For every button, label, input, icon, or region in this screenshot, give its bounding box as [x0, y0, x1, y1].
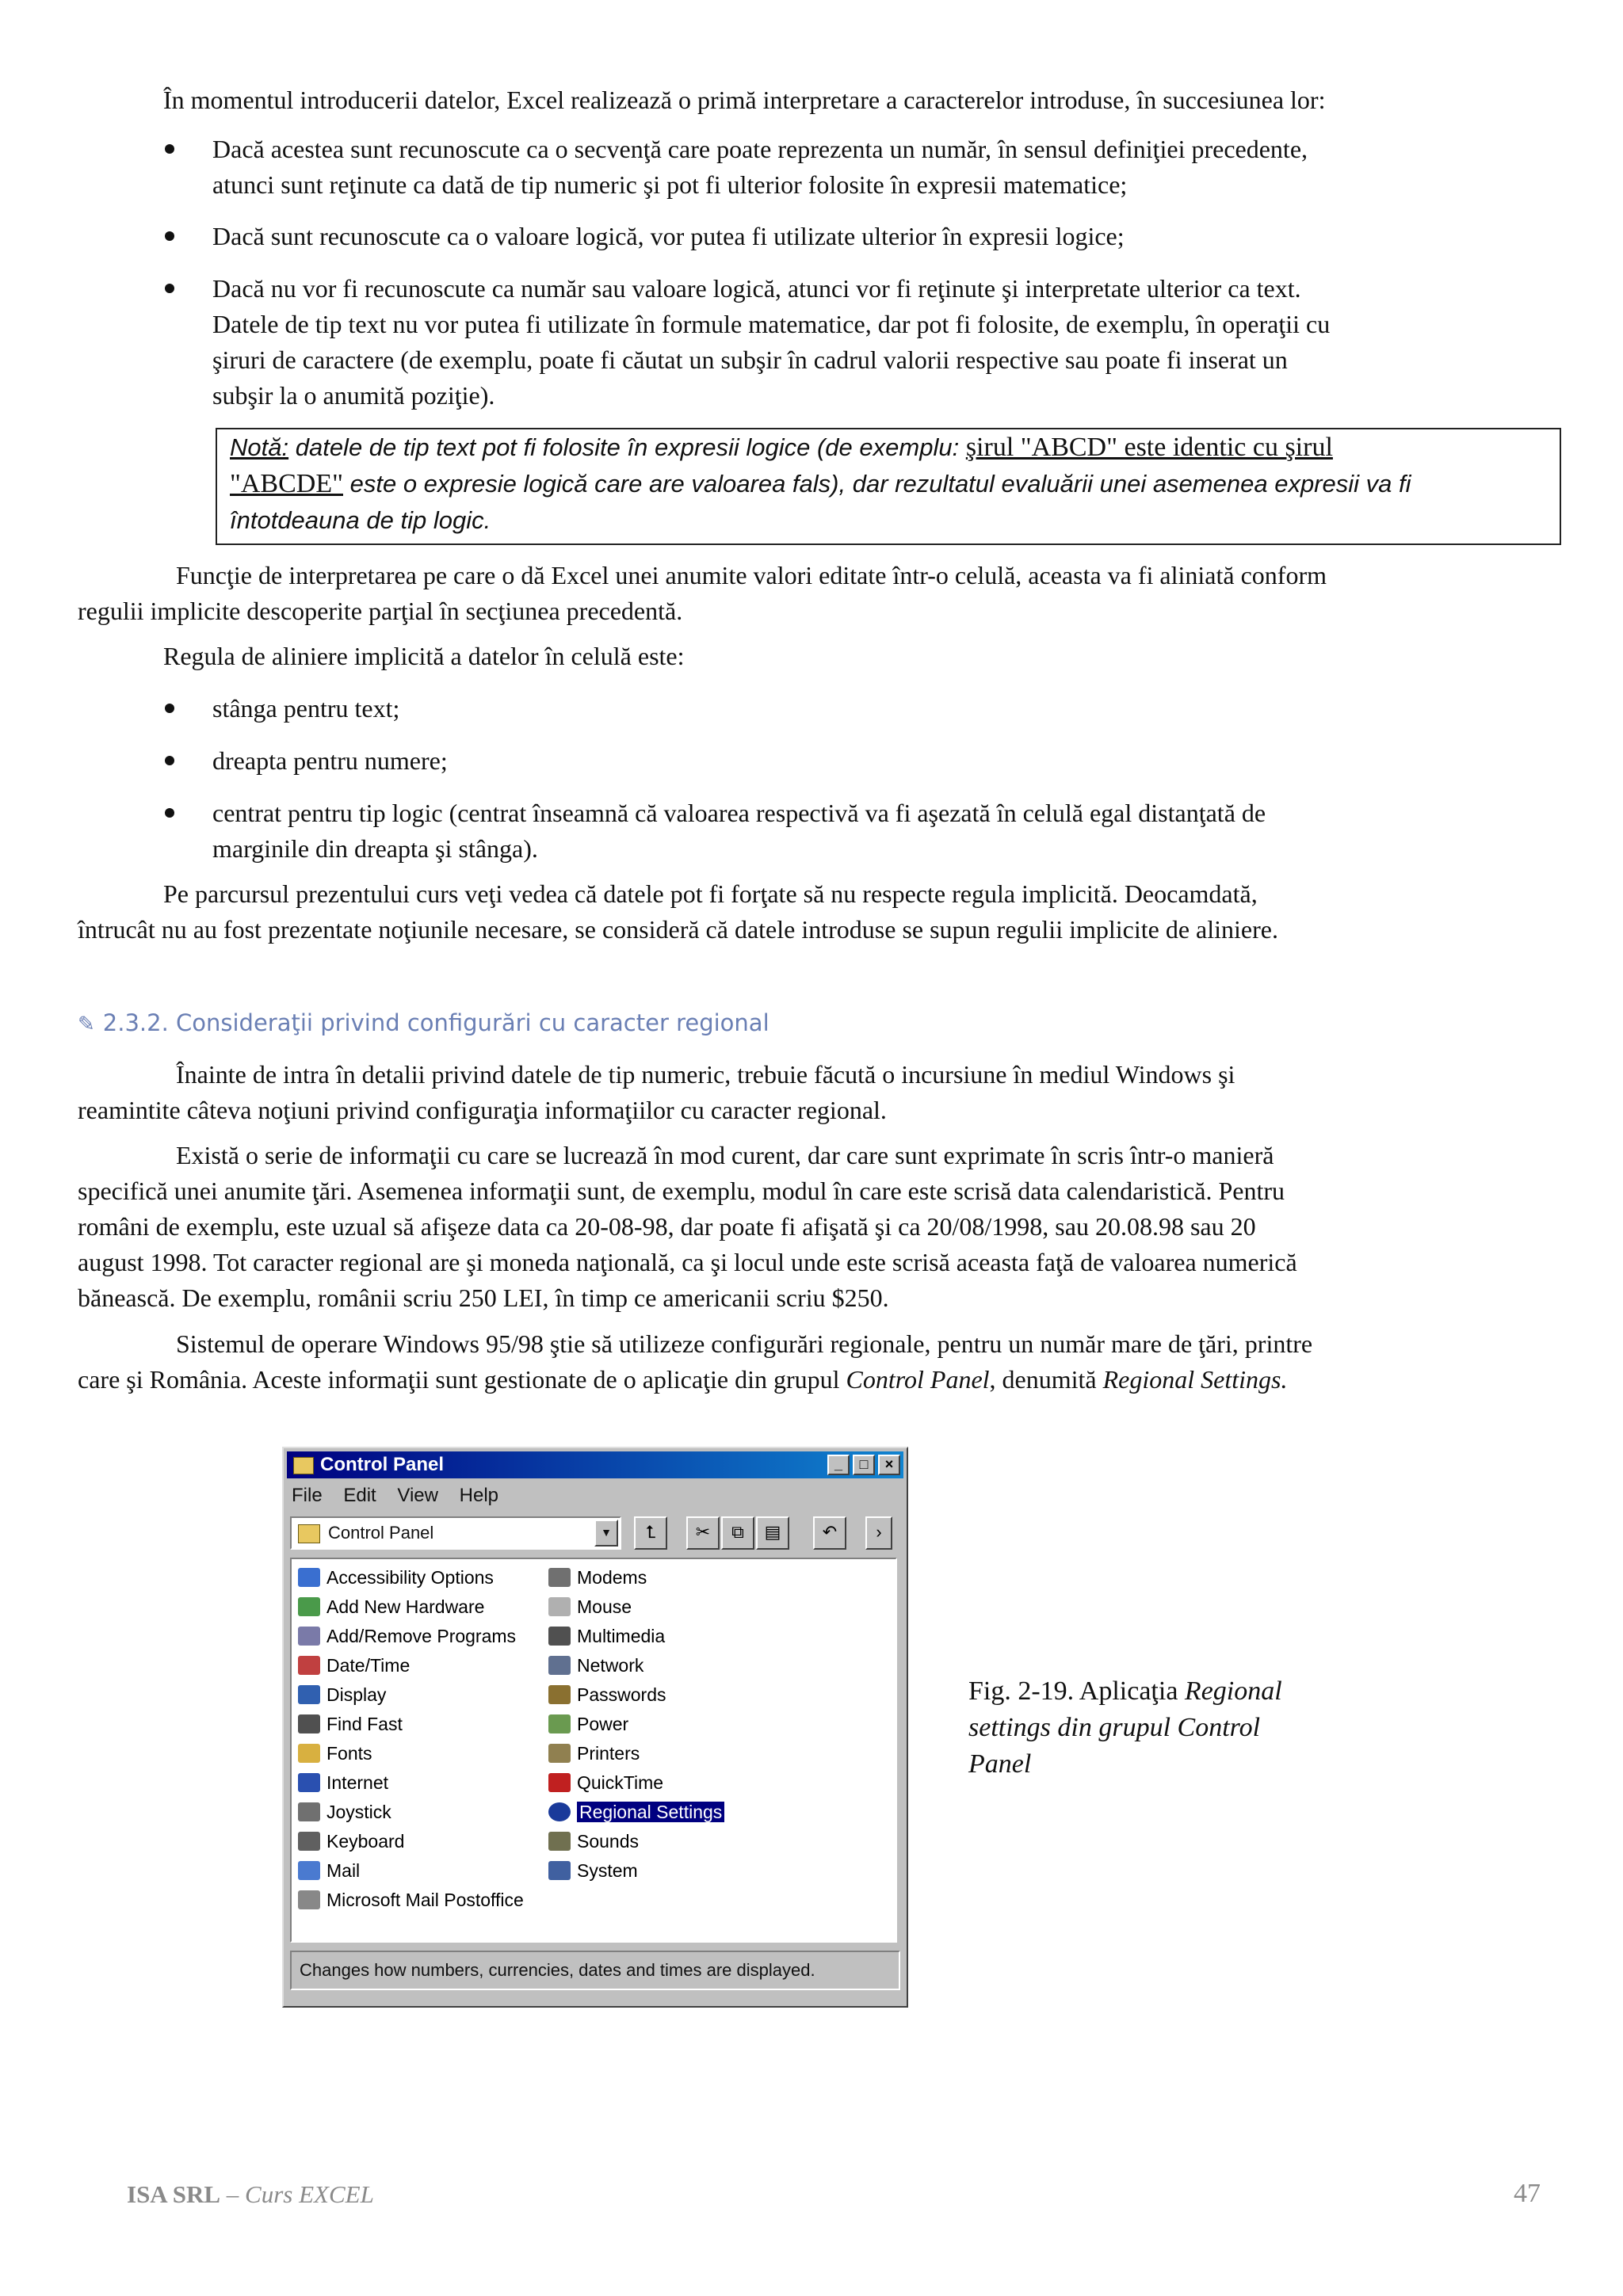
- text-line: specifică unei anumite ţări. Asemenea informaţii sunt, de exemplu, modul în care este scrisă data calendaristică. Pentru: [78, 1177, 1285, 1205]
- menu-help[interactable]: Help: [459, 1485, 498, 1506]
- bullet-line: marginile din dreapta şi stânga).: [212, 834, 538, 863]
- windows-paragraph: [78, 1057, 1235, 1128]
- display-icon: [298, 1685, 320, 1704]
- item-label: Multimedia: [577, 1626, 666, 1646]
- rule-intro: Regula de aliniere implicită a datelor în celulă este:: [163, 642, 685, 670]
- footer-course: Curs EXCEL: [245, 2180, 374, 2208]
- caption-text: Regional: [1184, 1676, 1282, 1706]
- footer-sep: –: [220, 2180, 246, 2208]
- more-icon[interactable]: ›: [865, 1516, 892, 1550]
- note-line: întotdeauna de tip logic.: [230, 506, 491, 534]
- paste-icon[interactable]: ▤: [756, 1516, 789, 1550]
- cp-item-add-remove[interactable]: [296, 1623, 516, 1650]
- item-label: Keyboard: [327, 1831, 405, 1852]
- bullet-item: [212, 795, 1266, 867]
- item-label: Modems: [577, 1567, 647, 1588]
- item-label: Find Fast: [327, 1714, 403, 1734]
- control-panel-list: [290, 1558, 897, 1943]
- alignment-paragraph: [78, 558, 1552, 629]
- text-span: Control Panel: [846, 1365, 990, 1394]
- find-icon: [298, 1714, 320, 1733]
- course-paragraph: [78, 876, 1278, 948]
- cp-item-add-hardware[interactable]: [296, 1593, 484, 1620]
- folder-icon: [293, 1457, 314, 1474]
- item-label: Sounds: [577, 1831, 640, 1852]
- item-label: Fonts: [327, 1743, 372, 1764]
- text-line: reamintite câteva noţiuni privind configuraţia informaţiilor cu caracter regional.: [78, 1096, 887, 1124]
- text-line: bănească. De exemplu, românii scriu 250 LEI, în timp ce americanii scriu $250.: [78, 1283, 889, 1312]
- text-line: Înainte de intra în detalii privind datele de tip numeric, trebuie făcută o incursiune în mediul Windows şi: [176, 1060, 1235, 1089]
- text-line: Pe parcursul prezentului curs veţi vedea că datele pot fi forţate să nu respecte regula implicită. Deocamdată,: [163, 879, 1258, 908]
- undo-icon[interactable]: ↶: [813, 1516, 846, 1550]
- cp-item-printers[interactable]: [547, 1740, 640, 1767]
- note-example: şirul "ABCD" este identic cu şirul: [965, 433, 1333, 462]
- note-box: [216, 428, 1561, 545]
- item-label: Network: [577, 1655, 644, 1676]
- text-line: august 1998. Tot caracter regional are şi moneda naţională, ca şi locul unde este scrisă aceasta faţă de valoarea numerică: [78, 1248, 1297, 1276]
- bullet-line: şiruri de caractere (de exemplu, poate fi căutat un subşir în cadrul valorii respective sau poate fi inserat un: [212, 345, 1288, 374]
- menu-bar: [292, 1483, 514, 1508]
- footer-left: [127, 2180, 374, 2209]
- note-line: [230, 429, 1547, 466]
- fonts-icon: [298, 1744, 320, 1763]
- bullet-line: Dacă nu vor fi recunoscute ca număr sau valoare logică, atunci vor fi reţinute şi interpretate ulterior ca text.: [212, 274, 1301, 303]
- address-value: Control Panel: [328, 1523, 434, 1543]
- item-label: Microsoft Mail Postoffice: [327, 1890, 524, 1910]
- bullet-line: stânga pentru text;: [212, 694, 400, 723]
- keyboard-icon: [298, 1832, 320, 1851]
- item-label: QuickTime: [577, 1772, 664, 1793]
- network-icon: [548, 1656, 571, 1675]
- bullet-dot: [165, 144, 174, 154]
- pencil-icon: ✎: [78, 1013, 95, 1036]
- bullet-line: Datele de tip text nu vor putea fi utilizate în formule matematice, dar pot fi folosite, de exemplu, în operaţii cu: [212, 310, 1331, 338]
- cp-item-mouse[interactable]: [547, 1593, 632, 1620]
- window-title: Control Panel: [320, 1454, 445, 1475]
- item-label: Mouse: [577, 1596, 632, 1617]
- item-label: Add/Remove Programs: [327, 1626, 517, 1646]
- item-label: Passwords: [577, 1684, 666, 1705]
- sounds-icon: [548, 1832, 571, 1851]
- cp-item-mail-postoffice[interactable]: [296, 1886, 524, 1913]
- caption-text: Fig. 2-19. Aplicaţia: [968, 1676, 1185, 1706]
- bullet-line: centrat pentru tip logic (centrat înseamnă că valoarea respectivă va fi aşezată în celulă egal distanţată de: [212, 799, 1266, 827]
- item-label: Display: [327, 1684, 387, 1705]
- item-label: Printers: [577, 1743, 640, 1764]
- window-titlebar[interactable]: [287, 1451, 903, 1478]
- text-line: Există o serie de informaţii cu care se lucrează în mod curent, dar care sunt exprimate în scris într-o manieră: [176, 1141, 1274, 1169]
- menu-edit[interactable]: Edit: [343, 1485, 376, 1506]
- bullet-item: [212, 743, 448, 779]
- text-span: , denumită: [989, 1365, 1103, 1394]
- multimedia-icon: [548, 1627, 571, 1646]
- cp-item-system[interactable]: [547, 1857, 638, 1884]
- chevron-down-icon[interactable]: ▼: [594, 1520, 618, 1547]
- cp-item-display[interactable]: [296, 1681, 386, 1708]
- note-text: este o expresie logică care are valoarea fals), dar rezultatul evaluării unei asemenea expresii va fi: [343, 470, 1411, 498]
- mail-icon: [298, 1861, 320, 1880]
- text-line: regulii implicite descoperite parţial în secţiunea precedentă.: [78, 597, 683, 625]
- item-label: Regional Settings: [577, 1802, 724, 1822]
- hardware-icon: [298, 1597, 320, 1616]
- printer-icon: [548, 1744, 571, 1763]
- menu-file[interactable]: File: [292, 1485, 323, 1506]
- bullet-dot: [165, 756, 174, 765]
- cp-item-date-time[interactable]: [296, 1652, 410, 1679]
- joystick-icon: [298, 1802, 320, 1821]
- minimize-button[interactable]: _: [827, 1455, 850, 1475]
- bullet-line: dreapta pentru numere;: [212, 746, 448, 775]
- intro-paragraph: În momentul introducerii datelor, Excel realizează o primă interpretare a caracterelor introduse, în succesiunea lor:: [163, 86, 1326, 114]
- programs-icon: [298, 1627, 320, 1646]
- bullet-line: Dacă acestea sunt recunoscute ca o secvenţă care poate reprezenta un număr, în sensul definiţiei precedente,: [212, 135, 1308, 163]
- cp-item-power[interactable]: [547, 1711, 628, 1737]
- bullet-item: [212, 691, 399, 727]
- cp-item-regional-settings[interactable]: [547, 1798, 724, 1825]
- item-label: Internet: [327, 1772, 388, 1793]
- control-panel-window: [282, 1447, 908, 2008]
- caption-line: settings din grupul Control: [968, 1713, 1261, 1742]
- postoffice-icon: [298, 1890, 320, 1909]
- system-paragraph: [78, 1326, 1312, 1398]
- caption-line: [968, 1673, 1381, 1710]
- cp-item-accessibility[interactable]: [296, 1564, 494, 1591]
- text-span: Regional Settings.: [1102, 1365, 1288, 1394]
- item-label: Accessibility Options: [327, 1567, 494, 1588]
- info-paragraph: [78, 1138, 1297, 1316]
- modem-icon: [548, 1568, 571, 1587]
- power-icon: [548, 1714, 571, 1733]
- item-label: Mail: [327, 1860, 361, 1881]
- bullet-dot: [165, 808, 174, 818]
- section-title: 2.3.2. Consideraţii privind configurări cu caracter regional: [102, 1009, 769, 1036]
- cp-item-network[interactable]: [547, 1652, 643, 1679]
- note-line: [230, 466, 1547, 502]
- status-bar: Changes how numbers, currencies, dates and times are displayed.: [290, 1951, 900, 1990]
- cp-item-multimedia[interactable]: [547, 1623, 665, 1650]
- mouse-icon: [548, 1597, 571, 1616]
- item-label: Date/Time: [327, 1655, 411, 1676]
- passwords-icon: [548, 1685, 571, 1704]
- page-number: 47: [1514, 2179, 1541, 2208]
- bullet-line: atunci sunt reţinute ca dată de tip numeric şi pot fi ulterior folosite în expresii matematice;: [212, 170, 1128, 199]
- cp-item-joystick[interactable]: [296, 1798, 391, 1825]
- bullet-item: [212, 219, 1125, 254]
- bullet-dot: [165, 704, 174, 713]
- text-line: români de exemplu, este uzual să afişeze data ca 20-08-98, dar poate fi afişată şi ca 20/08/1998, sau 20.08.98 sau 20: [78, 1212, 1256, 1241]
- item-label: Add New Hardware: [327, 1596, 485, 1617]
- text-line: Funcţie de interpretarea pe care o dă Excel unei anumite valori editate într-o celulă, aceasta va fi aliniată conform: [176, 561, 1327, 589]
- note-text: datele de tip text pot fi folosite în expresii logice (de exemplu:: [288, 433, 966, 461]
- cp-item-modems[interactable]: [547, 1564, 647, 1591]
- text-line: întrucât nu au fost prezentate noţiunile necesare, se consideră că datele introduse se supun regulii implicite de aliniere.: [78, 915, 1278, 944]
- maximize-button[interactable]: □: [853, 1455, 875, 1475]
- caption-line: Panel: [968, 1749, 1032, 1779]
- item-label: System: [577, 1860, 638, 1881]
- calendar-icon: [298, 1656, 320, 1675]
- copy-icon[interactable]: ⧉: [721, 1516, 754, 1550]
- item-label: Joystick: [327, 1802, 391, 1822]
- bullet-line: subşir la o anumită poziţie).: [212, 381, 495, 410]
- figure-caption: [968, 1673, 1381, 1783]
- bullet-dot: [165, 231, 174, 241]
- accessibility-icon: [298, 1568, 320, 1587]
- menu-view[interactable]: View: [397, 1485, 438, 1506]
- cut-icon[interactable]: ✂: [686, 1516, 720, 1550]
- footer-company: ISA SRL: [127, 2180, 221, 2208]
- internet-icon: [298, 1773, 320, 1792]
- note-example: "ABCDE": [230, 469, 343, 498]
- bullet-line: Dacă sunt recunoscute ca o valoare logică, vor putea fi utilizate ulterior în expresii logice;: [212, 222, 1125, 250]
- cp-item-find-fast[interactable]: [296, 1711, 403, 1737]
- folder-icon: [298, 1524, 320, 1543]
- cp-item-quicktime[interactable]: [547, 1769, 663, 1796]
- bullet-dot: [165, 284, 174, 293]
- close-button[interactable]: ×: [878, 1455, 900, 1475]
- toolbar: [290, 1515, 900, 1551]
- quicktime-icon: [548, 1773, 571, 1792]
- note-label: Notă:: [230, 433, 289, 461]
- globe-icon: [548, 1802, 571, 1821]
- text-span: care şi România. Aceste informaţii sunt gestionate de o aplicaţie din grupul: [78, 1365, 846, 1394]
- system-icon: [548, 1861, 571, 1880]
- text-line: [78, 1362, 1312, 1398]
- address-combo[interactable]: [290, 1516, 621, 1550]
- cp-item-internet[interactable]: [296, 1769, 388, 1796]
- item-label: Power: [577, 1714, 629, 1734]
- cp-item-fonts[interactable]: [296, 1740, 372, 1767]
- bullet-item: [212, 132, 1308, 203]
- bullet-item: [212, 271, 1330, 414]
- cp-item-mail[interactable]: [296, 1857, 360, 1884]
- up-folder-icon[interactable]: ⮤: [634, 1516, 667, 1550]
- cp-item-keyboard[interactable]: [296, 1828, 404, 1855]
- text-line: Sistemul de operare Windows 95/98 ştie să utilizeze configurări regionale, pentru un număr mare de ţări, printre: [176, 1329, 1313, 1358]
- cp-item-passwords[interactable]: [547, 1681, 666, 1708]
- section-heading: [78, 1009, 769, 1036]
- cp-item-sounds[interactable]: [547, 1828, 639, 1855]
